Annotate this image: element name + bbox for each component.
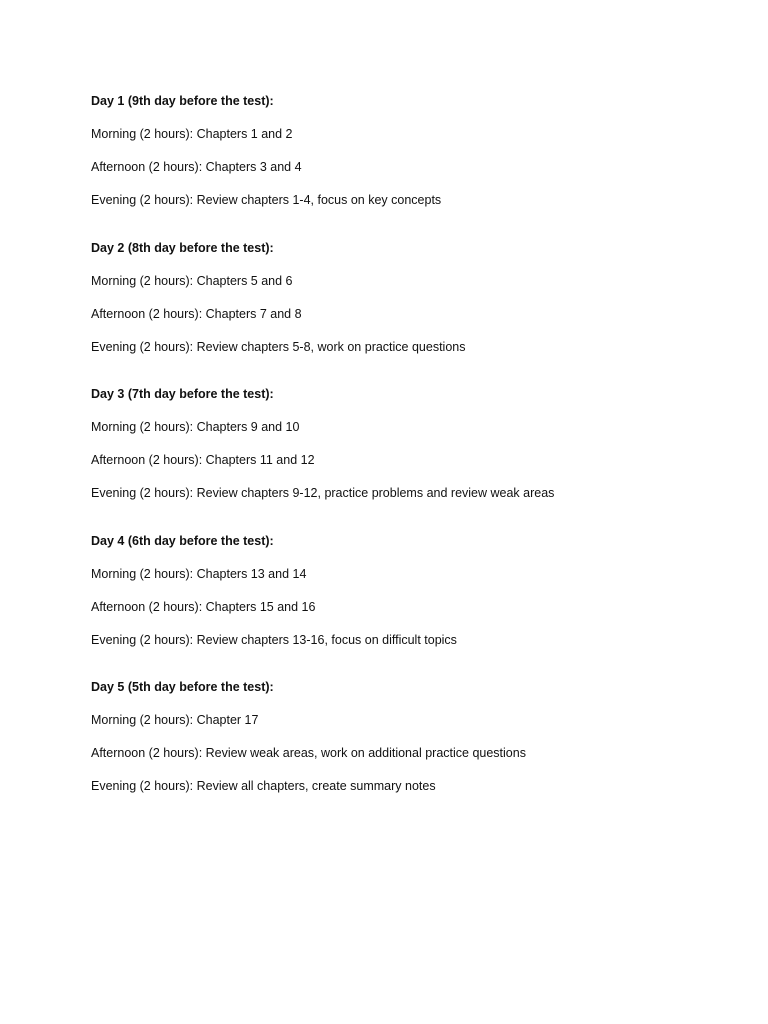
day-heading: Day 2 (8th day before the test): <box>91 240 274 255</box>
day-heading: Day 1 (9th day before the test): <box>91 94 274 108</box>
morning-entry: Morning (2 hours): Chapters 13 and 14 <box>91 566 307 581</box>
evening-entry: Evening (2 hours): Review all chapters, create summary notes <box>91 779 436 793</box>
evening-entry: Evening (2 hours): Review chapters 1-4, focus on key concepts <box>91 193 442 207</box>
evening-entry: Evening (2 hours): Review chapters 5-8, work on practice questions <box>91 339 466 354</box>
day-2-section <box>91 240 731 356</box>
afternoon-entry: Afternoon (2 hours): Review weak areas, work on additional practice questions <box>91 746 526 760</box>
morning-entry: Morning (2 hours): Chapter 17 <box>91 713 259 727</box>
study-schedule <box>91 93 731 826</box>
day-heading: Day 3 (7th day before the test): <box>91 387 274 401</box>
evening-entry: Evening (2 hours): Review chapters 13-16, focus on difficult topics <box>91 632 457 647</box>
morning-entry: Morning (2 hours): Chapters 5 and 6 <box>91 273 293 288</box>
day-4-section <box>91 533 731 649</box>
morning-entry: Morning (2 hours): Chapters 9 and 10 <box>91 420 300 434</box>
afternoon-entry: Afternoon (2 hours): Chapters 11 and 12 <box>91 453 315 467</box>
morning-entry: Morning (2 hours): Chapters 1 and 2 <box>91 127 293 141</box>
afternoon-entry: Afternoon (2 hours): Chapters 7 and 8 <box>91 306 302 321</box>
evening-entry: Evening (2 hours): Review chapters 9-12, practice problems and review weak areas <box>91 486 555 500</box>
day-heading: Day 5 (5th day before the test): <box>91 680 274 694</box>
day-heading: Day 4 (6th day before the test): <box>91 533 274 548</box>
day-3-section <box>91 386 731 502</box>
afternoon-entry: Afternoon (2 hours): Chapters 15 and 16 <box>91 599 316 614</box>
day-1-section <box>91 93 731 209</box>
day-5-section <box>91 679 731 795</box>
afternoon-entry: Afternoon (2 hours): Chapters 3 and 4 <box>91 160 302 174</box>
